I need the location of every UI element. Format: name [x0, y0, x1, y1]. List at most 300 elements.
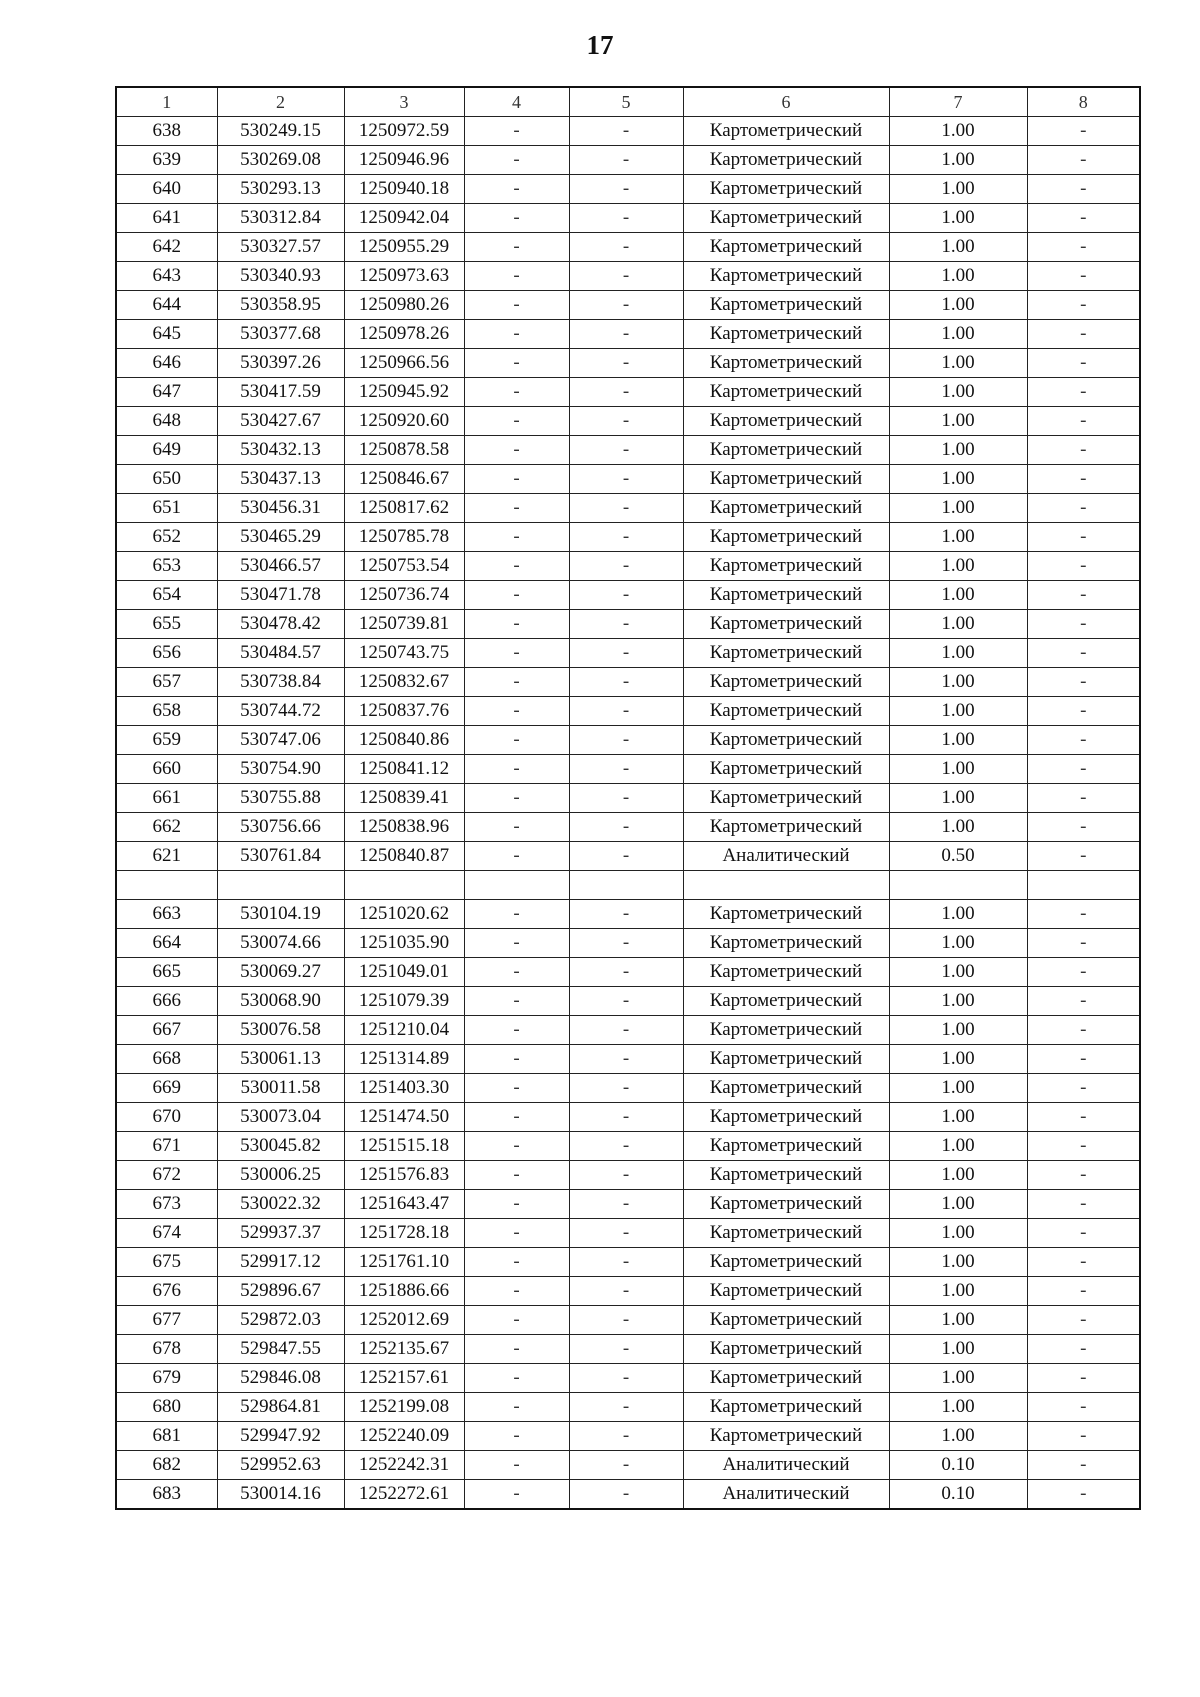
point-number-cell: 673	[116, 1190, 217, 1219]
accuracy-cell: 1.00	[889, 639, 1027, 668]
column-4-cell: -	[464, 1074, 569, 1103]
column-5-cell: -	[569, 407, 683, 436]
column-8-cell: -	[1027, 552, 1140, 581]
table-row	[116, 668, 1140, 697]
method-cell: Аналитический	[683, 1451, 889, 1480]
column-4-cell: -	[464, 958, 569, 987]
point-number-cell: 639	[116, 146, 217, 175]
x-coordinate-cell: 530312.84	[217, 204, 344, 233]
accuracy-cell	[889, 871, 1027, 900]
point-number-cell: 671	[116, 1132, 217, 1161]
point-number-cell: 656	[116, 639, 217, 668]
y-coordinate-cell: 1250743.75	[344, 639, 464, 668]
point-number-cell: 646	[116, 349, 217, 378]
table-row	[116, 523, 1140, 552]
table-row	[116, 726, 1140, 755]
column-5-cell: -	[569, 755, 683, 784]
column-4-cell: -	[464, 813, 569, 842]
table-row	[116, 639, 1140, 668]
column-8-cell: -	[1027, 1480, 1140, 1510]
accuracy-cell: 0.10	[889, 1451, 1027, 1480]
x-coordinate-cell: 529947.92	[217, 1422, 344, 1451]
accuracy-cell: 1.00	[889, 1277, 1027, 1306]
table-row	[116, 1422, 1140, 1451]
point-number-cell: 647	[116, 378, 217, 407]
x-coordinate-cell: 530045.82	[217, 1132, 344, 1161]
method-cell: Картометрический	[683, 755, 889, 784]
x-coordinate-cell: 530761.84	[217, 842, 344, 871]
column-5-cell: -	[569, 494, 683, 523]
x-coordinate-cell: 530014.16	[217, 1480, 344, 1510]
accuracy-cell: 1.00	[889, 1190, 1027, 1219]
y-coordinate-cell: 1250832.67	[344, 668, 464, 697]
method-cell: Картометрический	[683, 726, 889, 755]
method-cell: Картометрический	[683, 1277, 889, 1306]
point-number-cell	[116, 871, 217, 900]
column-5-cell: -	[569, 146, 683, 175]
method-cell: Картометрический	[683, 929, 889, 958]
point-number-cell: 621	[116, 842, 217, 871]
column-5-cell: -	[569, 1016, 683, 1045]
y-coordinate-cell: 1250840.87	[344, 842, 464, 871]
column-4-cell: -	[464, 726, 569, 755]
column-5-cell: -	[569, 1393, 683, 1422]
x-coordinate-cell: 530478.42	[217, 610, 344, 639]
column-8-cell: -	[1027, 755, 1140, 784]
column-8-cell: -	[1027, 639, 1140, 668]
column-8-cell: -	[1027, 349, 1140, 378]
method-cell: Картометрический	[683, 436, 889, 465]
column-4-cell: -	[464, 204, 569, 233]
point-number-cell: 663	[116, 900, 217, 929]
table-row	[116, 813, 1140, 842]
column-8-cell: -	[1027, 1364, 1140, 1393]
column-4-cell: -	[464, 378, 569, 407]
x-coordinate-cell: 529917.12	[217, 1248, 344, 1277]
y-coordinate-cell: 1250846.67	[344, 465, 464, 494]
column-5-cell: -	[569, 1132, 683, 1161]
y-coordinate-cell: 1250973.63	[344, 262, 464, 291]
point-number-cell: 661	[116, 784, 217, 813]
point-number-cell: 667	[116, 1016, 217, 1045]
y-coordinate-cell: 1251643.47	[344, 1190, 464, 1219]
accuracy-cell: 1.00	[889, 1161, 1027, 1190]
table-row	[116, 1074, 1140, 1103]
y-coordinate-cell: 1250841.12	[344, 755, 464, 784]
accuracy-cell: 1.00	[889, 1422, 1027, 1451]
column-8-cell: -	[1027, 784, 1140, 813]
y-coordinate-cell: 1251314.89	[344, 1045, 464, 1074]
x-coordinate-cell: 530471.78	[217, 581, 344, 610]
table-row	[116, 755, 1140, 784]
accuracy-cell: 1.00	[889, 146, 1027, 175]
column-5-cell: -	[569, 465, 683, 494]
accuracy-cell: 1.00	[889, 175, 1027, 204]
column-4-cell: -	[464, 436, 569, 465]
accuracy-cell: 1.00	[889, 581, 1027, 610]
column-4-cell: -	[464, 1364, 569, 1393]
column-5-cell: -	[569, 784, 683, 813]
y-coordinate-cell: 1251515.18	[344, 1132, 464, 1161]
method-cell: Картометрический	[683, 1132, 889, 1161]
column-4-cell: -	[464, 1161, 569, 1190]
point-number-cell: 657	[116, 668, 217, 697]
column-8-cell	[1027, 871, 1140, 900]
table-row	[116, 929, 1140, 958]
method-cell: Картометрический	[683, 349, 889, 378]
column-4-cell: -	[464, 1422, 569, 1451]
point-number-cell: 672	[116, 1161, 217, 1190]
method-cell: Картометрический	[683, 117, 889, 146]
table-row	[116, 842, 1140, 871]
column-4-cell: -	[464, 639, 569, 668]
table-row	[116, 436, 1140, 465]
method-cell: Картометрический	[683, 1248, 889, 1277]
accuracy-cell: 1.00	[889, 494, 1027, 523]
column-8-cell: -	[1027, 1422, 1140, 1451]
method-cell: Картометрический	[683, 1219, 889, 1248]
point-number-cell: 676	[116, 1277, 217, 1306]
point-number-cell: 638	[116, 117, 217, 146]
y-coordinate-cell: 1250736.74	[344, 581, 464, 610]
method-cell: Картометрический	[683, 1364, 889, 1393]
y-coordinate-cell: 1251474.50	[344, 1103, 464, 1132]
column-4-cell: -	[464, 175, 569, 204]
column-8-cell: -	[1027, 1277, 1140, 1306]
column-8-cell: -	[1027, 697, 1140, 726]
column-5-cell: -	[569, 291, 683, 320]
point-number-cell: 645	[116, 320, 217, 349]
accuracy-cell: 1.00	[889, 552, 1027, 581]
method-cell: Картометрический	[683, 1074, 889, 1103]
column-8-cell: -	[1027, 204, 1140, 233]
column-4-cell: -	[464, 146, 569, 175]
column-8-cell: -	[1027, 1248, 1140, 1277]
page-number: 17	[586, 30, 614, 60]
accuracy-cell: 1.00	[889, 1016, 1027, 1045]
method-cell: Картометрический	[683, 610, 889, 639]
column-4-cell: -	[464, 1103, 569, 1132]
column-4-cell: -	[464, 610, 569, 639]
column-8-cell: -	[1027, 1045, 1140, 1074]
y-coordinate-cell: 1250942.04	[344, 204, 464, 233]
x-coordinate-cell: 530397.26	[217, 349, 344, 378]
x-coordinate-cell: 530377.68	[217, 320, 344, 349]
y-coordinate-cell: 1250980.26	[344, 291, 464, 320]
accuracy-cell: 1.00	[889, 697, 1027, 726]
y-coordinate-cell: 1252242.31	[344, 1451, 464, 1480]
accuracy-cell: 1.00	[889, 204, 1027, 233]
column-8-cell: -	[1027, 320, 1140, 349]
point-number-cell: 668	[116, 1045, 217, 1074]
method-cell: Картометрический	[683, 523, 889, 552]
x-coordinate-cell: 530068.90	[217, 987, 344, 1016]
point-number-cell: 659	[116, 726, 217, 755]
column-8-cell: -	[1027, 262, 1140, 291]
y-coordinate-cell: 1251210.04	[344, 1016, 464, 1045]
point-number-cell: 680	[116, 1393, 217, 1422]
table-row	[116, 1161, 1140, 1190]
column-4-cell: -	[464, 1219, 569, 1248]
point-number-cell: 650	[116, 465, 217, 494]
table-row	[116, 871, 1140, 900]
y-coordinate-cell: 1251035.90	[344, 929, 464, 958]
x-coordinate-cell: 530465.29	[217, 523, 344, 552]
method-cell: Картометрический	[683, 1045, 889, 1074]
point-number-cell: 649	[116, 436, 217, 465]
column-5-cell: -	[569, 1248, 683, 1277]
x-coordinate-cell: 530327.57	[217, 233, 344, 262]
column-4-cell: -	[464, 842, 569, 871]
column-5-cell: -	[569, 1103, 683, 1132]
table-row	[116, 1248, 1140, 1277]
column-8-cell: -	[1027, 1219, 1140, 1248]
x-coordinate-cell: 530104.19	[217, 900, 344, 929]
y-coordinate-cell: 1251576.83	[344, 1161, 464, 1190]
column-5-cell: -	[569, 1277, 683, 1306]
column-8-cell: -	[1027, 1335, 1140, 1364]
column-4-cell: -	[464, 581, 569, 610]
x-coordinate-cell: 530269.08	[217, 146, 344, 175]
method-cell: Картометрический	[683, 1306, 889, 1335]
column-5-cell: -	[569, 987, 683, 1016]
table-row	[116, 407, 1140, 436]
x-coordinate-cell: 530061.13	[217, 1045, 344, 1074]
table-body	[116, 87, 1140, 1509]
column-5-cell	[569, 871, 683, 900]
column-8-cell: -	[1027, 610, 1140, 639]
accuracy-cell: 1.00	[889, 1306, 1027, 1335]
column-4-cell: -	[464, 523, 569, 552]
x-coordinate-cell: 530340.93	[217, 262, 344, 291]
column-4-cell	[464, 871, 569, 900]
point-number-cell: 658	[116, 697, 217, 726]
y-coordinate-cell: 1251079.39	[344, 987, 464, 1016]
accuracy-cell: 1.00	[889, 1219, 1027, 1248]
method-cell: Картометрический	[683, 233, 889, 262]
method-cell: Картометрический	[683, 378, 889, 407]
y-coordinate-cell: 1251049.01	[344, 958, 464, 987]
column-8-cell: -	[1027, 175, 1140, 204]
y-coordinate-cell: 1252157.61	[344, 1364, 464, 1393]
method-cell: Картометрический	[683, 1161, 889, 1190]
x-coordinate-cell: 530006.25	[217, 1161, 344, 1190]
table-row	[116, 465, 1140, 494]
x-coordinate-cell: 529872.03	[217, 1306, 344, 1335]
column-4-cell: -	[464, 552, 569, 581]
method-cell: Картометрический	[683, 204, 889, 233]
column-8-cell: -	[1027, 958, 1140, 987]
method-cell: Картометрический	[683, 1016, 889, 1045]
column-5-cell: -	[569, 610, 683, 639]
y-coordinate-cell: 1250920.60	[344, 407, 464, 436]
x-coordinate-cell: 530456.31	[217, 494, 344, 523]
point-number-cell: 681	[116, 1422, 217, 1451]
y-coordinate-cell: 1252272.61	[344, 1480, 464, 1510]
column-8-cell: -	[1027, 668, 1140, 697]
method-cell: Картометрический	[683, 784, 889, 813]
method-cell: Картометрический	[683, 262, 889, 291]
column-8-cell: -	[1027, 117, 1140, 146]
column-5-cell: -	[569, 552, 683, 581]
table-row	[116, 320, 1140, 349]
column-4-cell: -	[464, 1190, 569, 1219]
accuracy-cell: 1.00	[889, 784, 1027, 813]
accuracy-cell: 1.00	[889, 1132, 1027, 1161]
table-row	[116, 291, 1140, 320]
header-cell: 4	[464, 87, 569, 117]
table-row	[116, 494, 1140, 523]
table-row	[116, 349, 1140, 378]
column-8-cell: -	[1027, 581, 1140, 610]
column-4-cell: -	[464, 1306, 569, 1335]
point-number-cell: 678	[116, 1335, 217, 1364]
point-number-cell: 675	[116, 1248, 217, 1277]
table-row	[116, 1451, 1140, 1480]
column-4-cell: -	[464, 697, 569, 726]
x-coordinate-cell: 530417.59	[217, 378, 344, 407]
method-cell: Аналитический	[683, 842, 889, 871]
table-row	[116, 1364, 1140, 1393]
column-5-cell: -	[569, 1422, 683, 1451]
column-8-cell: -	[1027, 1161, 1140, 1190]
y-coordinate-cell: 1252199.08	[344, 1393, 464, 1422]
point-number-cell: 653	[116, 552, 217, 581]
column-4-cell: -	[464, 1248, 569, 1277]
method-cell: Картометрический	[683, 146, 889, 175]
y-coordinate-cell: 1251403.30	[344, 1074, 464, 1103]
column-4-cell: -	[464, 233, 569, 262]
table-row	[116, 175, 1140, 204]
accuracy-cell: 1.00	[889, 1103, 1027, 1132]
point-number-cell: 660	[116, 755, 217, 784]
column-4-cell: -	[464, 1277, 569, 1306]
point-number-cell: 669	[116, 1074, 217, 1103]
table-row	[116, 1393, 1140, 1422]
x-coordinate-cell: 530069.27	[217, 958, 344, 987]
y-coordinate-cell: 1250840.86	[344, 726, 464, 755]
point-number-cell: 651	[116, 494, 217, 523]
point-number-cell: 642	[116, 233, 217, 262]
y-coordinate-cell: 1250837.76	[344, 697, 464, 726]
x-coordinate-cell: 529937.37	[217, 1219, 344, 1248]
header-cell: 8	[1027, 87, 1140, 117]
column-4-cell: -	[464, 668, 569, 697]
method-cell: Картометрический	[683, 668, 889, 697]
x-coordinate-cell: 530432.13	[217, 436, 344, 465]
column-4-cell: -	[464, 784, 569, 813]
table-row	[116, 900, 1140, 929]
point-number-cell: 644	[116, 291, 217, 320]
x-coordinate-cell: 529896.67	[217, 1277, 344, 1306]
header-cell: 7	[889, 87, 1027, 117]
point-number-cell: 664	[116, 929, 217, 958]
method-cell: Картометрический	[683, 291, 889, 320]
accuracy-cell: 1.00	[889, 320, 1027, 349]
y-coordinate-cell: 1250878.58	[344, 436, 464, 465]
column-4-cell: -	[464, 349, 569, 378]
column-4-cell: -	[464, 1451, 569, 1480]
column-8-cell: -	[1027, 987, 1140, 1016]
column-5-cell: -	[569, 1161, 683, 1190]
column-4-cell: -	[464, 262, 569, 291]
column-4-cell: -	[464, 1045, 569, 1074]
x-coordinate-cell: 530484.57	[217, 639, 344, 668]
column-8-cell: -	[1027, 1306, 1140, 1335]
method-cell: Аналитический	[683, 1480, 889, 1510]
table-row	[116, 552, 1140, 581]
accuracy-cell: 1.00	[889, 378, 1027, 407]
column-4-cell: -	[464, 320, 569, 349]
column-5-cell: -	[569, 958, 683, 987]
column-5-cell: -	[569, 117, 683, 146]
table-row	[116, 1480, 1140, 1510]
point-number-cell: 643	[116, 262, 217, 291]
column-5-cell: -	[569, 1190, 683, 1219]
x-coordinate-cell: 529846.08	[217, 1364, 344, 1393]
column-5-cell: -	[569, 581, 683, 610]
column-5-cell: -	[569, 523, 683, 552]
header-cell: 3	[344, 87, 464, 117]
method-cell: Картометрический	[683, 958, 889, 987]
accuracy-cell: 1.00	[889, 958, 1027, 987]
point-number-cell: 640	[116, 175, 217, 204]
method-cell: Картометрический	[683, 552, 889, 581]
x-coordinate-cell: 530293.13	[217, 175, 344, 204]
y-coordinate-cell: 1251886.66	[344, 1277, 464, 1306]
method-cell: Картометрический	[683, 465, 889, 494]
x-coordinate-cell: 530022.32	[217, 1190, 344, 1219]
y-coordinate-cell: 1250839.41	[344, 784, 464, 813]
method-cell	[683, 871, 889, 900]
y-coordinate-cell: 1251020.62	[344, 900, 464, 929]
column-4-cell: -	[464, 900, 569, 929]
accuracy-cell: 1.00	[889, 900, 1027, 929]
method-cell: Картометрический	[683, 697, 889, 726]
accuracy-cell: 1.00	[889, 813, 1027, 842]
column-5-cell: -	[569, 175, 683, 204]
point-number-cell: 682	[116, 1451, 217, 1480]
accuracy-cell: 1.00	[889, 1393, 1027, 1422]
x-coordinate-cell: 530754.90	[217, 755, 344, 784]
column-5-cell: -	[569, 1364, 683, 1393]
table-row	[116, 378, 1140, 407]
y-coordinate-cell: 1252240.09	[344, 1422, 464, 1451]
y-coordinate-cell: 1250972.59	[344, 117, 464, 146]
column-4-cell: -	[464, 117, 569, 146]
method-cell: Картометрический	[683, 1103, 889, 1132]
header-cell: 5	[569, 87, 683, 117]
y-coordinate-cell: 1250955.29	[344, 233, 464, 262]
table-row	[116, 697, 1140, 726]
table-row	[116, 610, 1140, 639]
accuracy-cell: 1.00	[889, 349, 1027, 378]
point-number-cell: 683	[116, 1480, 217, 1510]
accuracy-cell: 1.00	[889, 465, 1027, 494]
column-4-cell: -	[464, 1393, 569, 1422]
point-number-cell: 648	[116, 407, 217, 436]
column-4-cell: -	[464, 1335, 569, 1364]
column-5-cell: -	[569, 668, 683, 697]
x-coordinate-cell: 530073.04	[217, 1103, 344, 1132]
table-row	[116, 1219, 1140, 1248]
table-row	[116, 1045, 1140, 1074]
y-coordinate-cell: 1250946.96	[344, 146, 464, 175]
accuracy-cell: 0.10	[889, 1480, 1027, 1510]
column-5-cell: -	[569, 1335, 683, 1364]
column-5-cell: -	[569, 900, 683, 929]
column-4-cell: -	[464, 929, 569, 958]
